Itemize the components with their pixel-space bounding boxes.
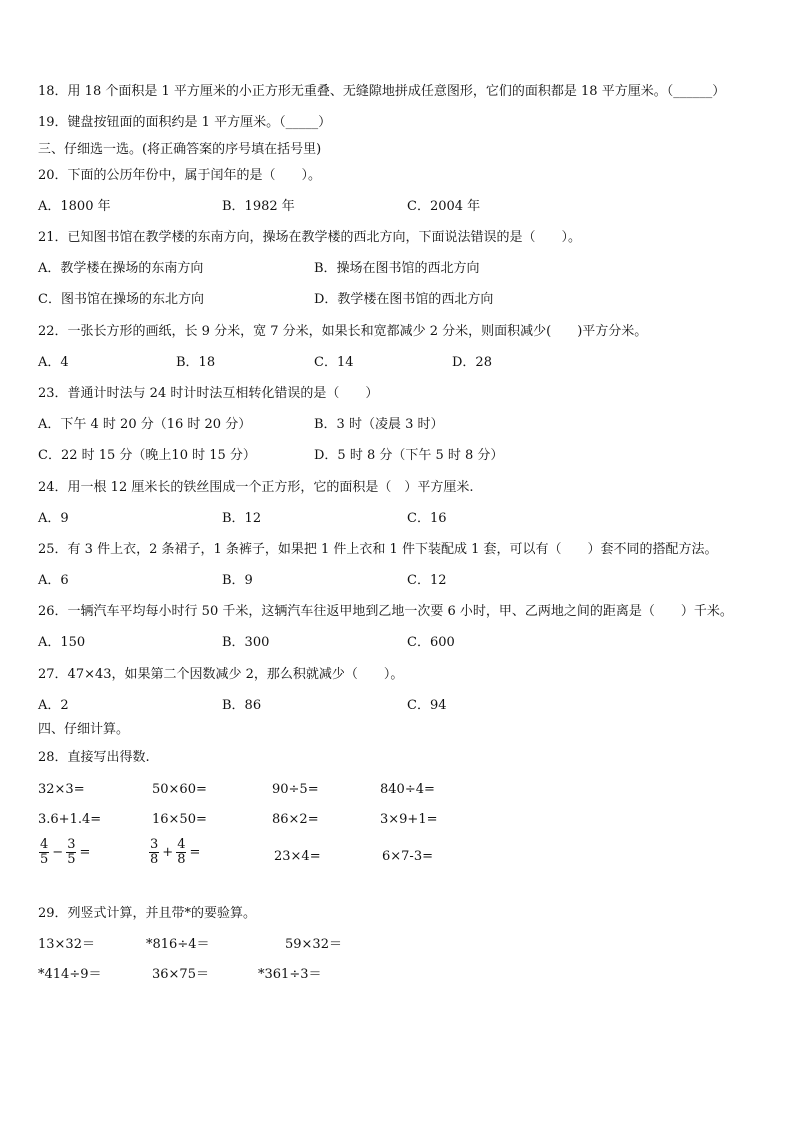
calc-item: *361÷3＝ bbox=[258, 967, 322, 982]
calc-item: 23×4= bbox=[274, 849, 321, 864]
q23-option-d: D．5 时 8 分（下午 5 时 8 分） bbox=[314, 448, 504, 463]
question-25: 25．有 3 件上衣，2 条裙子，1 条裤子，如果把 1 件上衣和 1 件下装配成 1 套，可以有（ ）套不同的搭配方法。 bbox=[38, 542, 718, 557]
q25-option-b: B．9 bbox=[222, 573, 253, 588]
q21-option-b: B．操场在图书馆的西北方向 bbox=[314, 261, 480, 276]
calc-item: 32×3= bbox=[38, 782, 85, 797]
q26-option-a: A．150 bbox=[38, 635, 86, 650]
calc-item: 3.6+1.4= bbox=[38, 812, 102, 827]
q22-option-b: B．18 bbox=[176, 355, 216, 370]
q20-option-b: B．1982 年 bbox=[222, 199, 295, 214]
q24-option-b: B．12 bbox=[222, 511, 262, 526]
equals-sign: = bbox=[79, 845, 91, 860]
calc-item: 59×32＝ bbox=[285, 937, 342, 952]
fraction: $\frac{4}{8}$ bbox=[177, 837, 186, 867]
q22-option-c: C．14 bbox=[314, 355, 354, 370]
question-20: 20．下面的公历年份中，属于闰年的是（ ）。 bbox=[38, 168, 322, 183]
q23-option-a: A．下午 4 时 20 分（16 时 20 分） bbox=[38, 417, 252, 432]
calc-item: 86×2= bbox=[272, 812, 319, 827]
question-23: 23．普通计时法与 24 时计时法互相转化错误的是（ ） bbox=[38, 386, 379, 401]
question-18: 18．用 18 个面积是 1 平方厘米的小正方形无重叠、无缝隙地拼成任意图形，它们的面积都是 18 平方厘米。（______） bbox=[38, 84, 726, 99]
q20-option-a: A．1800 年 bbox=[38, 199, 111, 214]
calc-item: *816÷4＝ bbox=[146, 937, 210, 952]
q22-option-a: A．4 bbox=[38, 355, 69, 370]
q24-option-a: A．9 bbox=[38, 511, 69, 526]
q20-option-c: C．2004 年 bbox=[407, 199, 481, 214]
fraction-expression bbox=[148, 838, 202, 867]
fraction: $\frac{3}{8}$ bbox=[150, 837, 159, 867]
question-22: 22．一张长方形的画纸，长 9 分米，宽 7 分米，如果长和宽都减少 2 分米，则面积减少( )平方分米。 bbox=[38, 324, 648, 339]
calc-item: 3×9+1= bbox=[380, 812, 438, 827]
question-27: 27．47×43，如果第二个因数减少 2，那么积就减少（ ）。 bbox=[38, 667, 404, 682]
q27-option-b: B．86 bbox=[222, 698, 262, 713]
equals-sign: = bbox=[189, 845, 201, 860]
question-24: 24．用一根 12 厘米长的铁丝围成一个正方形，它的面积是（ ）平方厘米. bbox=[38, 480, 474, 495]
q21-option-c: C．图书馆在操场的东北方向 bbox=[38, 292, 204, 307]
calc-item: 90÷5= bbox=[272, 782, 319, 797]
calc-item: *414÷9＝ bbox=[38, 967, 102, 982]
calc-item: 840÷4= bbox=[380, 782, 435, 797]
q21-option-d: D．教学楼在图书馆的西北方向 bbox=[314, 292, 494, 307]
q23-option-c: C．22 时 15 分（晚上10 时 15 分） bbox=[38, 448, 256, 463]
calc-item: 36×75＝ bbox=[152, 967, 209, 982]
calc-item: 50×60= bbox=[152, 782, 207, 797]
question-21: 21．已知图书馆在教学楼的东南方向，操场在教学楼的西北方向，下面说法错误的是（ ）。 bbox=[38, 230, 582, 245]
q27-option-a: A．2 bbox=[38, 698, 69, 713]
calc-item: 16×50= bbox=[152, 812, 207, 827]
q25-option-a: A．6 bbox=[38, 573, 69, 588]
q25-option-c: C．12 bbox=[407, 573, 447, 588]
calc-item: 6×7-3= bbox=[382, 849, 433, 864]
q24-option-c: C．16 bbox=[407, 511, 447, 526]
plus-sign: + bbox=[162, 845, 174, 860]
q23-option-b: B．3 时（凌晨 3 时） bbox=[314, 417, 444, 432]
section-3-heading: 三、仔细选一选。(将正确答案的序号填在括号里) bbox=[38, 142, 322, 157]
fraction: $\frac{3}{5}$ bbox=[67, 837, 76, 867]
q26-option-b: B．300 bbox=[222, 635, 270, 650]
calc-item: 13×32＝ bbox=[38, 937, 95, 952]
question-26: 26．一辆汽车平均每小时行 50 千米，这辆汽车往返甲地到乙地一次要 6 小时，甲、乙两地之间的距离是（ ）千米。 bbox=[38, 604, 733, 619]
q21-option-a: A．教学楼在操场的东南方向 bbox=[38, 261, 204, 276]
q27-option-c: C．94 bbox=[407, 698, 447, 713]
fraction-expression bbox=[38, 838, 92, 867]
fraction: $\frac{4}{5}$ bbox=[40, 837, 49, 867]
q26-option-c: C．600 bbox=[407, 635, 455, 650]
question-28: 28．直接写出得数. bbox=[38, 750, 150, 765]
question-29: 29．列竖式计算，并且带*的要验算。 bbox=[38, 906, 257, 921]
q22-option-d: D．28 bbox=[452, 355, 492, 370]
question-19: 19．键盘按钮面的面积约是 1 平方厘米。（_____） bbox=[38, 115, 332, 130]
section-4-heading: 四、仔细计算。 bbox=[38, 722, 130, 737]
minus-sign: − bbox=[52, 845, 64, 860]
